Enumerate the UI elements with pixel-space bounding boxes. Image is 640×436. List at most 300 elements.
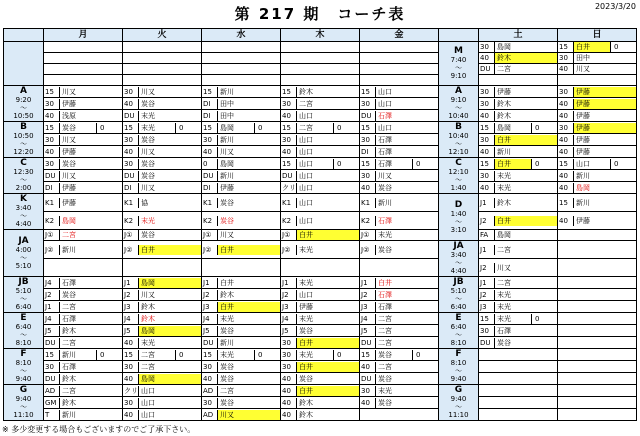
cell-sun: [558, 75, 637, 86]
table-row: [4, 98, 637, 110]
day-header-sat: 土: [479, 29, 558, 42]
cell-sun: [558, 170, 637, 182]
cell-sat: [479, 134, 558, 146]
coach-name: 山口: [299, 159, 313, 168]
course-code: 30: [558, 53, 574, 63]
slot-time: 5:10: [15, 287, 32, 295]
cell-sun: [558, 361, 637, 373]
cell-thu: [281, 325, 360, 337]
course-code: J2: [479, 290, 495, 300]
cell-thu: [281, 182, 360, 194]
coach-name: 山口: [299, 198, 313, 207]
course-code: 30: [479, 99, 495, 109]
slot-code: K: [20, 194, 27, 204]
cell-wed: [202, 194, 281, 212]
course-code: 30: [360, 99, 376, 109]
coach-name: 二宮: [299, 123, 313, 132]
cell-tue: [123, 301, 202, 313]
slot-time: 2:00: [15, 184, 32, 192]
cell-tue: [123, 385, 202, 397]
cell-tue: [123, 194, 202, 212]
slot-time: 9:10: [450, 96, 467, 104]
cell-sat: [479, 349, 558, 361]
cell-sun: [558, 110, 637, 122]
cell-mon: [44, 98, 123, 110]
weekday-slot-E: [4, 313, 44, 349]
coach-name: 末光: [497, 171, 511, 180]
course-code: 40: [360, 362, 376, 372]
coach-name: 白井: [218, 245, 280, 255]
cell-fri: [360, 98, 439, 110]
slot-time: 8:10: [450, 359, 467, 367]
course-code: 30: [123, 159, 139, 169]
coach-name: 二宮: [497, 65, 511, 73]
slot-code: B: [455, 122, 462, 132]
cell-tue: [123, 158, 202, 170]
slot-time: 〜: [20, 403, 27, 411]
weekend-slot-A: [439, 86, 479, 122]
cell-fri: [360, 64, 439, 75]
cell-fri: [360, 337, 439, 349]
cell-sat: [479, 385, 558, 397]
coach-name: 鈴木: [495, 53, 557, 63]
course-code: J②: [360, 245, 376, 255]
cell-wed: [202, 134, 281, 146]
coach-name: 山口: [141, 398, 155, 407]
coach-name: 炭谷: [62, 290, 76, 299]
cell-tue: [123, 349, 202, 361]
slot-code: E: [455, 313, 462, 323]
slot-time: 12:20: [13, 148, 34, 156]
cell-mon: [44, 230, 123, 241]
cell-sat: [479, 313, 558, 325]
cell-wed: [202, 289, 281, 301]
course-code: 40: [558, 183, 574, 193]
entry-mark: 0: [96, 123, 122, 133]
cell-wed: [202, 337, 281, 349]
cell-wed: [202, 230, 281, 241]
cell-fri: [360, 259, 439, 277]
cell-tue: [123, 98, 202, 110]
course-code: 0: [202, 159, 218, 169]
corner-cell: [4, 29, 44, 42]
course-code: DU: [202, 171, 218, 181]
cell-thu: [281, 122, 360, 134]
course-code: J①: [202, 230, 218, 240]
slot-time: 1:40: [450, 209, 467, 218]
day-header-thu: 木: [281, 29, 360, 42]
slot-time: 〜: [455, 140, 462, 148]
cell-sun: [558, 241, 637, 259]
day-header-fri: 金: [360, 29, 439, 42]
table-row: [4, 361, 637, 373]
cell-mon: [44, 86, 123, 98]
course-code: J5: [44, 326, 60, 336]
entry-mark: 0: [610, 42, 636, 52]
weekday-slot-A: [4, 86, 44, 122]
course-code: 30: [281, 99, 297, 109]
cell-sun: [558, 409, 637, 421]
cell-fri: [360, 212, 439, 230]
cell-sat: [479, 212, 558, 230]
cell-fri: [360, 361, 439, 373]
coach-name: 島岡: [497, 43, 511, 51]
cell-fri: [360, 53, 439, 64]
coach-name: 浅原: [62, 111, 76, 120]
cell-thu: [281, 241, 360, 259]
weekend-slot-F: [439, 349, 479, 385]
course-code: DU: [281, 171, 297, 181]
entry-mark: 0: [254, 123, 280, 133]
cell-sun: [558, 301, 637, 313]
course-code: 30: [281, 338, 297, 348]
cell-thu: [281, 373, 360, 385]
cell-wed: [202, 122, 281, 134]
cell-mon: [44, 349, 123, 361]
course-code: 40: [44, 111, 60, 121]
course-code: 15: [558, 198, 574, 208]
course-code: DI: [123, 183, 139, 193]
slot-time: 10:50: [13, 132, 34, 140]
course-code: 40: [558, 64, 574, 74]
course-code: 15: [360, 350, 376, 360]
slot-time: 6:40: [15, 303, 32, 311]
slot-time: 9:40: [15, 395, 32, 403]
course-code: 40: [479, 183, 495, 193]
course-code: DI: [202, 99, 218, 109]
table-row: [4, 301, 637, 313]
slot-time: 4:40: [450, 267, 467, 275]
course-code: 15: [202, 87, 218, 97]
cell-sat: [479, 182, 558, 194]
cell-wed: [202, 349, 281, 361]
slot-code: B: [20, 122, 27, 132]
cell-sat: [479, 158, 558, 170]
corner-cell-weekend: [439, 29, 479, 42]
course-code: J4: [281, 314, 297, 324]
slot-time: 9:40: [450, 375, 467, 383]
coach-name: 炭谷: [378, 398, 392, 407]
course-code: J4: [44, 278, 60, 288]
course-code: 40: [281, 410, 297, 420]
slot-time: 〜: [20, 104, 27, 112]
cell-thu: [281, 337, 360, 349]
coach-name: 炭谷: [141, 135, 155, 144]
cell-wed: [202, 42, 281, 53]
course-code: 40: [123, 374, 139, 384]
cell-thu: [281, 361, 360, 373]
course-code: J2: [44, 290, 60, 300]
coach-name: 伊藤: [62, 183, 76, 192]
cell-thu: [281, 385, 360, 397]
course-code: 15: [479, 159, 495, 169]
cell-sat: [479, 337, 558, 349]
course-code: J1: [479, 278, 495, 288]
course-code: 15: [123, 123, 139, 133]
cell-sun: [558, 122, 637, 134]
coach-name: 白井: [495, 159, 531, 169]
course-code: DU: [44, 171, 60, 181]
slot-time: 〜: [455, 176, 462, 184]
entry-mark: 0: [531, 159, 557, 169]
coach-name: 山口: [299, 290, 313, 299]
table-row: [4, 289, 637, 301]
coach-name: 新川: [62, 410, 76, 419]
coach-name: 島岡: [62, 216, 76, 225]
cell-sat: [479, 170, 558, 182]
cell-wed: [202, 259, 281, 277]
coach-name: 白井: [297, 230, 359, 240]
coach-name: 島岡: [497, 231, 511, 239]
slot-code: JA: [453, 241, 464, 251]
cell-sat: [479, 277, 558, 289]
course-code: DU: [479, 64, 495, 74]
coach-name: 炭谷: [220, 216, 234, 225]
entry-mark: 0: [333, 350, 359, 360]
slot-time: 12:30: [13, 168, 34, 176]
cell-sun: [558, 42, 637, 53]
course-code: 30: [202, 135, 218, 145]
coach-name: 白井: [495, 135, 557, 145]
table-row: [4, 170, 637, 182]
coach-name: 二宮: [378, 326, 392, 335]
cell-fri: [360, 170, 439, 182]
coach-name: 末光: [299, 350, 313, 359]
slot-time: 10:40: [448, 112, 469, 120]
coach-name: 川又: [576, 65, 590, 73]
course-code: 30: [281, 362, 297, 372]
slot-time: 10:40: [448, 132, 469, 140]
cell-sun: [558, 182, 637, 194]
coach-name: 末光: [141, 111, 155, 120]
course-code: 30: [44, 159, 60, 169]
coach-name: 石澤: [62, 314, 76, 323]
course-code: 15: [558, 42, 574, 52]
course-code: K2: [123, 216, 139, 226]
course-code: 30: [44, 99, 60, 109]
weekday-slot-K: [4, 194, 44, 230]
course-code: 30: [360, 171, 376, 181]
cell-mon: [44, 42, 123, 53]
coach-name: 川又: [141, 183, 155, 192]
course-code: 40: [558, 111, 574, 121]
course-code: 40: [360, 183, 376, 193]
coach-name: 伊藤: [62, 147, 76, 156]
cell-fri: [360, 385, 439, 397]
cell-thu: [281, 75, 360, 86]
entry-mark: 0: [610, 159, 636, 169]
course-code: J②: [44, 245, 60, 255]
coach-schedule-table: [3, 28, 637, 421]
course-code: 30: [123, 135, 139, 145]
slot-time: 3:10: [450, 225, 467, 234]
slot-time: 7:40: [450, 56, 467, 64]
course-code: 15: [360, 87, 376, 97]
coach-name: 石澤: [62, 278, 76, 287]
coach-name: 田中: [576, 54, 590, 62]
course-code: 15: [558, 159, 574, 169]
coach-name: 二宮: [141, 362, 155, 371]
cell-tue: [123, 122, 202, 134]
cell-mon: [44, 277, 123, 289]
coach-name: 末光: [378, 231, 392, 239]
course-code: J5: [123, 326, 139, 336]
course-code: 30: [479, 171, 495, 181]
cell-thu: [281, 194, 360, 212]
cell-thu: [281, 277, 360, 289]
course-code: J2: [202, 290, 218, 300]
coach-name: 二宮: [62, 338, 76, 347]
cell-mon: [44, 313, 123, 325]
course-code: 40: [558, 171, 574, 181]
cell-tue: [123, 361, 202, 373]
cell-wed: [202, 75, 281, 86]
cell-tue: [123, 53, 202, 64]
coach-name: 二宮: [378, 362, 392, 371]
cell-wed: [202, 397, 281, 409]
course-code: 15: [281, 159, 297, 169]
coach-name: 新川: [62, 245, 76, 254]
course-code: 30: [44, 135, 60, 145]
coach-name: 炭谷: [378, 350, 392, 359]
coach-name: 末光: [299, 245, 313, 254]
slot-time: 11:10: [13, 411, 34, 419]
cell-mon: [44, 337, 123, 349]
course-code: J②: [123, 245, 139, 255]
slot-time: 〜: [20, 176, 27, 184]
cell-sat: [479, 75, 558, 86]
course-code: J4: [44, 314, 60, 324]
cell-fri: [360, 313, 439, 325]
course-code: 40: [202, 374, 218, 384]
course-code: J5: [281, 326, 297, 336]
coach-name: 石澤: [378, 147, 392, 156]
table-row: [4, 259, 637, 277]
weekend-slot-C: [439, 158, 479, 194]
coach-name: 炭谷: [378, 374, 392, 383]
course-code: K1: [281, 198, 297, 208]
coach-name: 末光: [497, 183, 511, 192]
coach-name: 炭谷: [141, 231, 155, 239]
coach-name: 白井: [495, 216, 557, 226]
course-code: AD: [44, 386, 60, 396]
course-code: K2: [360, 216, 376, 226]
coach-name: 島岡: [220, 159, 234, 168]
coach-name: 山口: [299, 147, 313, 156]
course-code: 30: [360, 135, 376, 145]
course-code: J2: [479, 263, 495, 273]
cell-wed: [202, 373, 281, 385]
entry-mark: 0: [333, 159, 359, 169]
cell-mon: [44, 194, 123, 212]
cell-fri: [360, 146, 439, 158]
cell-mon: [44, 134, 123, 146]
cell-mon: [44, 212, 123, 230]
footer-note: ※ 多少変更する場合もございますのでご了承下さい。: [2, 425, 196, 434]
cell-sat: [479, 146, 558, 158]
slot-time: 〜: [455, 367, 462, 375]
coach-name: 伊藤: [497, 87, 511, 96]
cell-sat: [479, 397, 558, 409]
cell-tue: [123, 110, 202, 122]
course-code: DI: [44, 183, 60, 193]
cell-sun: [558, 134, 637, 146]
coach-name: 川又: [141, 87, 155, 96]
cell-sun: [558, 337, 637, 349]
cell-fri: [360, 158, 439, 170]
course-code: AD: [202, 410, 218, 420]
slot-code: F: [20, 349, 27, 359]
cell-sat: [479, 259, 558, 277]
coach-name: 末光: [141, 216, 155, 225]
slot-code: D: [454, 199, 463, 210]
coach-name: 末光: [299, 278, 313, 287]
coach-name: 協: [141, 198, 148, 207]
course-code: 40: [281, 386, 297, 396]
course-code: 30: [281, 350, 297, 360]
course-code: K1: [202, 198, 218, 208]
coach-name: 伊藤: [220, 183, 234, 192]
course-code: 15: [202, 350, 218, 360]
cell-wed: [202, 409, 281, 421]
weekend-slot-G: [439, 385, 479, 421]
coach-name: 末光: [497, 290, 511, 299]
course-code: 40: [123, 338, 139, 348]
cell-sun: [558, 349, 637, 361]
course-code: 30: [281, 135, 297, 145]
cell-tue: [123, 212, 202, 230]
cell-mon: [44, 182, 123, 194]
slot-code: F: [455, 349, 462, 359]
slot-code: E: [20, 313, 27, 323]
cell-thu: [281, 146, 360, 158]
course-code: 30: [479, 87, 495, 97]
coach-name: 炭谷: [378, 183, 392, 192]
cell-wed: [202, 301, 281, 313]
entry-mark: 0: [254, 350, 280, 360]
coach-name: 鈴木: [220, 290, 234, 299]
course-code: J①: [44, 230, 60, 240]
course-code: J1: [44, 302, 60, 312]
cell-thu: [281, 230, 360, 241]
course-code: DU: [123, 171, 139, 181]
course-code: 15: [123, 350, 139, 360]
cell-sun: [558, 158, 637, 170]
course-code: 40: [479, 111, 495, 121]
cell-tue: [123, 409, 202, 421]
course-code: DU: [360, 111, 376, 121]
course-code: DU: [360, 374, 376, 384]
cell-thu: [281, 98, 360, 110]
course-code: K2: [44, 216, 60, 226]
cell-sun: [558, 86, 637, 98]
coach-name: 新川: [497, 147, 511, 156]
course-code: J4: [123, 314, 139, 324]
coach-name: 伊藤: [576, 135, 590, 144]
weekend-slot-JB: [439, 277, 479, 313]
course-code: 30: [202, 362, 218, 372]
slot-time: 〜: [455, 104, 462, 112]
cell-thu: [281, 301, 360, 313]
cell-mon: [44, 158, 123, 170]
slot-time: 〜: [455, 259, 462, 267]
cell-tue: [123, 75, 202, 86]
course-code: 40: [123, 99, 139, 109]
coach-name: 炭谷: [141, 171, 155, 180]
cell-fri: [360, 301, 439, 313]
course-code: 30: [360, 386, 376, 396]
cell-sat: [479, 122, 558, 134]
